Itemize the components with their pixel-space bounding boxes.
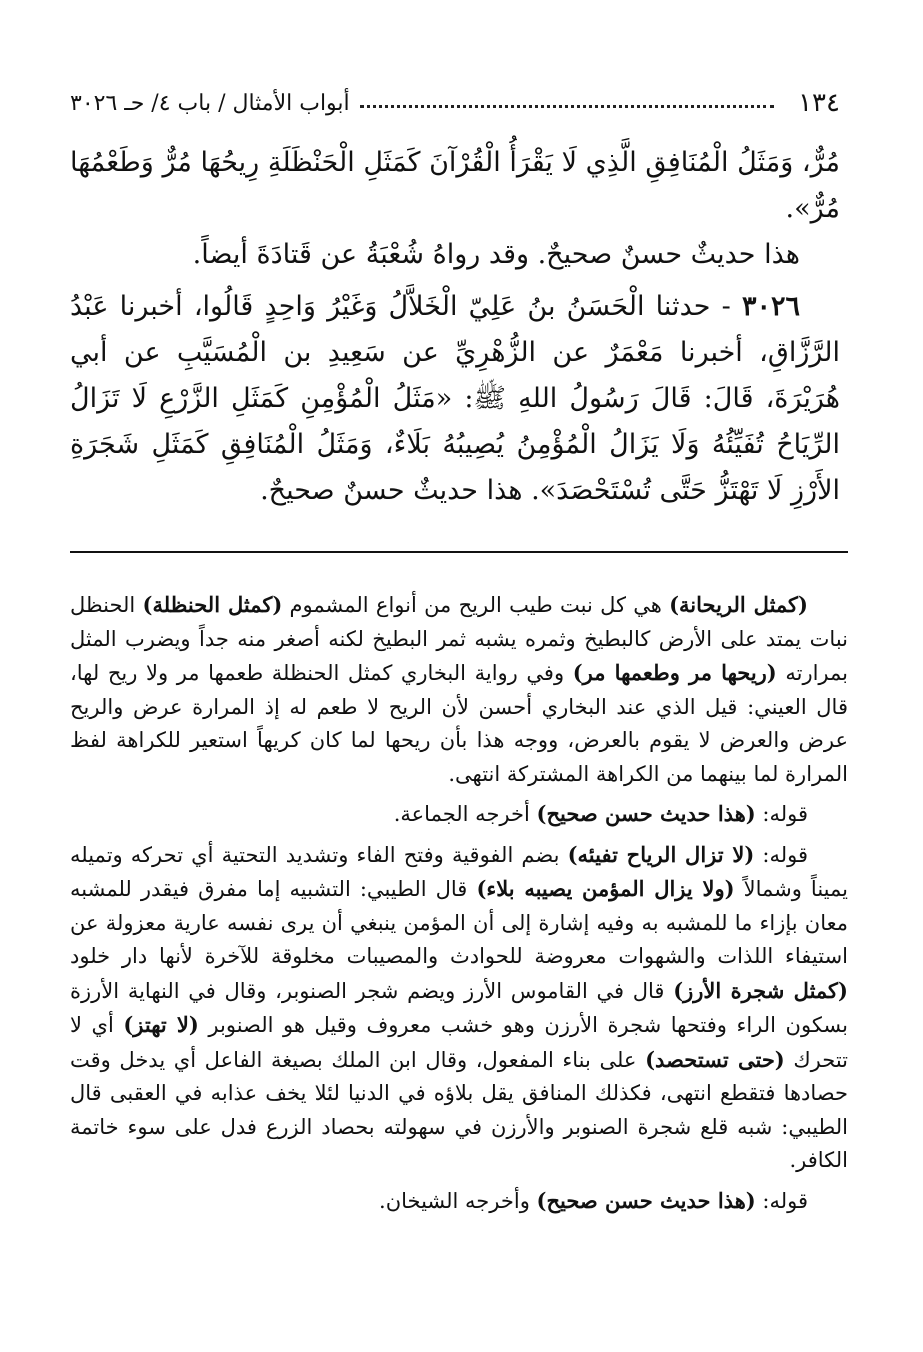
footnote-separator [70, 551, 848, 553]
commentary-paragraph-3 [70, 838, 848, 1178]
commentary-text: قوله: [755, 1188, 808, 1213]
commentary-text: الحنظل نبات يمتد على الأرض كالبطيخ وثمره يشبه ثمر البطيخ لكنه أصغر منه جداً ويضرب المثل بمرارته [70, 593, 848, 685]
header-dotted-leader [360, 105, 774, 108]
commentary-text: هي كل نبت طيب الريح من أنواع المشموم [282, 593, 670, 617]
main-line-2: هذا حديثٌ حسنٌ صحيحٌ. وقد رواهُ شُعْبَةُ عن قَتادَةَ أيضاً. [192, 239, 800, 270]
commentary-text: على بناء المفعول، وقال ابن الملك بصيغة الفاعل أي يدخل وقت حصادها فتقطع انتهى، فكذلك المنافق يقل بلاؤه في الدنيا لئلا يخف عذابه في العقبى قال الطيبي: شبه قلع شجرة الصنوبر والأرزن في سهولته بحصاد الزرع فدل على سوء خاتمة الكافر. [70, 1047, 848, 1172]
bold-term: (ولا يزال المؤمن يصيبه بلاء) [476, 876, 735, 901]
commentary-text: وفي رواية البخاري كمثل الحنظلة طعمها مر ولا ريح لها، قال العيني: قيل الذي عند البخاري أحسن لأن الريح لا طعم له إذ المرارة عرض والريح عرض والعرض لا يقوم بالعرض، ووجه هذا بأن ريحها لما كان كريهاً استعير للكراهة لفظ المرارة لما بينهما من الكراهة المشتركة انتهى. [70, 661, 848, 786]
page-number: ١٣٤ [798, 88, 840, 118]
commentary-text: أي لا تتحرك [70, 1013, 849, 1072]
commentary-text: قوله: [755, 802, 808, 826]
commentary-text: قوله: [754, 842, 809, 867]
bold-term: (كمثل الريحانة) [669, 592, 808, 617]
commentary-paragraph-4 [70, 1184, 848, 1219]
hadith-number: ٣٠٢٦ [741, 291, 800, 322]
commentary-paragraph-2 [70, 797, 848, 832]
main-text [70, 140, 840, 514]
bold-term: (لا تهتز) [123, 1012, 199, 1037]
bold-term: (ريحها مر وطعمها مر) [572, 660, 777, 685]
commentary-paragraph-1 [70, 588, 848, 791]
commentary [70, 588, 848, 1224]
bold-term: (لا تزال الرياح تفيئه) [567, 841, 755, 867]
bold-term: (هذا حديث حسن صحيح) [536, 801, 756, 826]
commentary-text: قال في القاموس الأرز ويضم شجر الصنوبر، وقال في النهاية الأرزة بسكون الراء وفتحها شجرة الأرزن وهو خشب معروف وقيل هو الصنوبر [70, 978, 848, 1037]
commentary-text: قال الطيبي: التشبيه إما مفرق فيقدر للمشبه معان بإزاء ما للمشبه به وفيه إشارة إلى أن المؤمن ينبغي أن يرى نفسه عارية معزولة عن استيفاء اللذات والشهوات معروضة للحوادث والمصيبات مخلوقة للآخرة لأنها دار خلود [70, 877, 848, 968]
hadith-paragraph [70, 284, 840, 514]
main-line-1: مُرٌّ، وَمَثَلُ الْمُنَافِقِ الَّذِي لَا يَقْرَأُ الْقُرْآنَ كَمَثَلِ الْحَنْظَلَةِ رِيحُهَا مُرٌّ وَطَعْمُهَا مُرٌّ». [70, 147, 840, 224]
page-header [70, 86, 840, 120]
commentary-text: أخرجه الجماعة. [393, 802, 537, 826]
commentary-text: بضم الفوقية وفتح الفاء وتشديد التحتية أي تحركه وتميله يميناً وشمالاً [70, 842, 848, 901]
bold-term: (كمثل الحنظلة) [142, 592, 283, 617]
commentary-text: وأخرجه الشيخان. [379, 1188, 537, 1213]
running-title: أبواب الأمثال / باب ٤/ حـ ٣٠٢٦ [70, 90, 350, 116]
bold-term: (كمثل شجرة الأرز) [673, 977, 848, 1003]
bold-term: (هذا حديث حسن صحيح) [536, 1187, 756, 1213]
hadith-text: - حدثنا الْحَسَنُ بنُ عَلِيّ الْخَلاَّلُ وَغَيْرُ وَاحِدٍ قَالُوا، أخبرنا عَبْدُ الرَّزَّاقِ، أخبرنا مَعْمَرٌ عن الزُّهْرِيِّ عن سَعِيدِ بن الْمُسَيَّبِ عن أبي هُرَيْرَةَ، قَالَ: قَالَ رَسُولُ اللهِ ﷺ: «مَثَلُ الْمُؤْمِنِ كَمَثَلِ الزَّرْعِ لَا تَزَالُ الرِّيَاحُ تُفَيِّئُهُ وَلَا يَزَالُ الْمُؤْمِنُ يُصِيبُهُ بَلَاءٌ، وَمَثَلُ الْمُنَافِقِ كَمَثَلِ شَجَرَةِ الأَرْزِ لَا تَهْتَزُّ حَتَّى تُسْتَحْصَدَ». هذا حديثٌ حسنٌ صحيحٌ. [70, 291, 840, 506]
bold-term: (حتى تستحصد) [645, 1046, 785, 1072]
